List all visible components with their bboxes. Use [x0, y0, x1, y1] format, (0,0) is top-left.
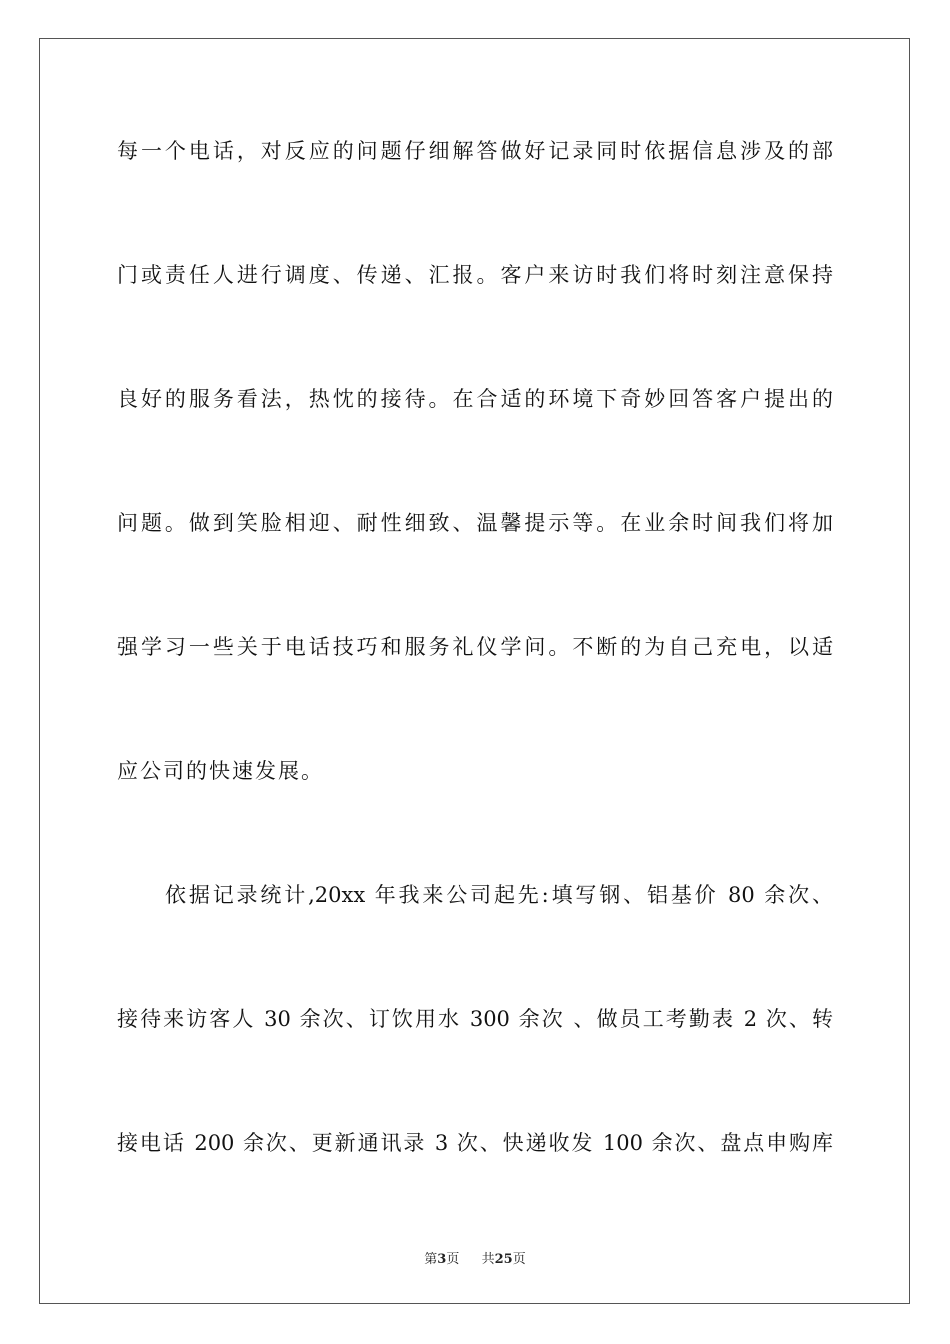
body-text-line: 接待来访客人 30 余次、订饮用水 300 余次 、做员工考勤表 2 次、转: [117, 1007, 833, 1031]
body-text-line: 每一个电话，对反应的问题仔细解答做好记录同时依据信息涉及的部: [117, 139, 833, 163]
body-text-line: 应公司的快速发展。: [117, 759, 324, 783]
footer-total-suffix: 页: [512, 1252, 526, 1267]
body-text-line: 门或责任人进行调度、传递、汇报。客户来访时我们将时刻注意保持: [117, 263, 833, 287]
footer-total-prefix: 共: [481, 1252, 495, 1267]
footer-page-suffix: 页: [446, 1252, 460, 1267]
page-footer: [0, 1248, 950, 1267]
body-text-line: 接电话 200 余次、更新通讯录 3 次、快递收发 100 余次、盘点申购库: [117, 1131, 833, 1155]
body-text-line: 强学习一些关于电话技巧和服务礼仪学问。不断的为自己充电，以适: [117, 635, 833, 659]
body-text-line: 良好的服务看法，热忱的接待。在合适的环境下奇妙回答客户提出的: [117, 387, 833, 411]
footer-page-prefix: 第: [424, 1252, 438, 1267]
body-text-line: 依据记录统计,20xx 年我来公司起先:填写钢、铝基价 80 余次、: [165, 883, 833, 907]
body-text-line: 问题。做到笑脸相迎、耐性细致、温馨提示等。在业余时间我们将加: [117, 511, 833, 535]
footer-page-number: 3: [437, 1252, 447, 1267]
page-border: [39, 38, 910, 1304]
footer-total-pages: 25: [494, 1252, 513, 1267]
